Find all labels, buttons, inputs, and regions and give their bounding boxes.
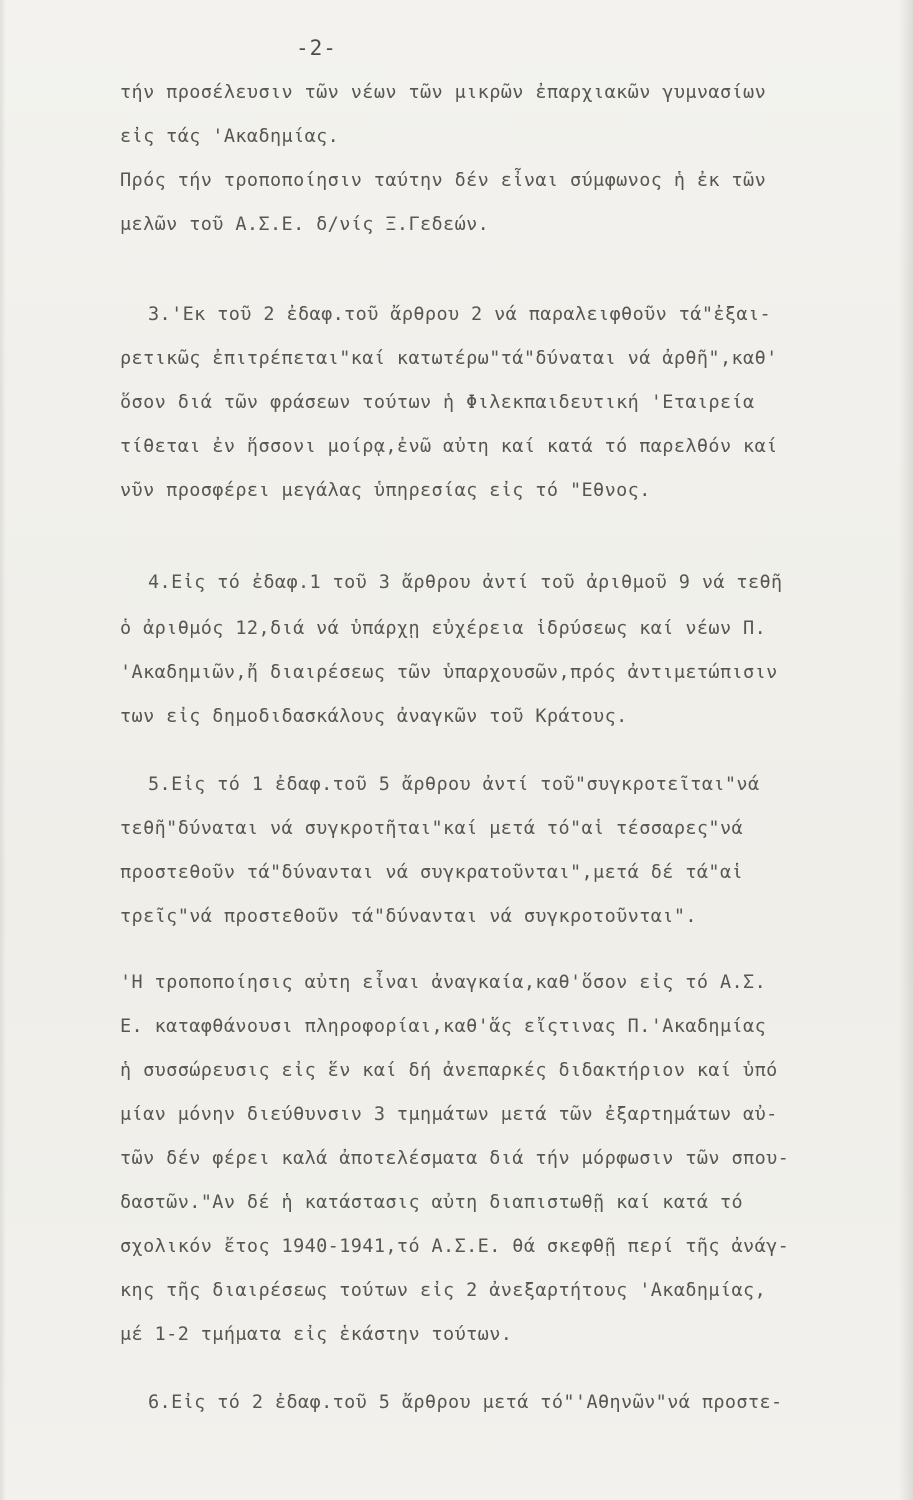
text-line-14: 5.Εἰς τό 1 ἐδαφ.τοῦ 5 ἄρθρου ἀντί τοῦ"συγκροτεῖται"νά: [148, 774, 760, 795]
text-line-10: 4.Εἰς τό ἐδαφ.1 τοῦ 3 ἄρθρου ἀντί τοῦ ἀριθμοῦ 9 νά τεθῆ: [148, 572, 783, 593]
text-line-4: μελῶν τοῦ Α.Σ.Ε. δ/νίς Ξ.Γεδεών.: [120, 214, 490, 235]
text-line-25: κης τῆς διαιρέσεως τούτων εἰς 2 ἀνεξαρτήτους 'Ακαδημίας,: [120, 1280, 767, 1301]
text-line-15: τεθῆ"δύναται νά συγκροτῆται"καί μετά τό"αἱ τέσσαρες"νά: [120, 818, 744, 839]
text-line-23: δαστῶν."Αν δέ ἡ κατάστασις αὐτη διαπιστωθῇ καί κατά τό: [120, 1192, 744, 1213]
text-line-17: τρεῖς"νά προστεθοῦν τά"δύνανται νά συγκροτοῦνται".: [120, 906, 697, 927]
text-line-20: ἡ συσσώρευσις εἰς ἕν καί δή ἀνεπαρκές διδακτήριον καί ὑπό: [120, 1060, 778, 1081]
page-number: -2-: [296, 36, 337, 60]
text-line-24: σχολικόν ἔτος 1940-1941,τό Α.Σ.Ε. θά σκεφθῇ περί τῆς ἀνάγ-: [120, 1236, 790, 1257]
text-line-21: μίαν μόνην διεύθυνσιν 3 τμημάτων μετά τῶν ἐξαρτημάτων αὐ-: [120, 1104, 778, 1125]
text-line-19: Ε. καταφθάνουσι πληροφορίαι,καθ'ἅς εἴςτινας Π.'Ακαδημίας: [120, 1016, 767, 1037]
text-line-7: ὅσον διά τῶν φράσεων τούτων ἡ Φιλεκπαιδευτική 'Εταιρεία: [120, 392, 755, 413]
text-line-3: Πρός τήν τροποποίησιν ταύτην δέν εἶναι σύμφωνος ἡ ἐκ τῶν: [120, 170, 767, 191]
text-line-16: προστεθοῦν τά"δύνανται νά συγκρατοῦνται",μετά δέ τά"αἱ: [120, 862, 744, 883]
paper-edge-left: [0, 0, 6, 1500]
text-line-8: τίθεται ἐν ἥσσονι μοίρᾳ,ἐνῶ αὐτη καί κατά τό παρελθόν καί: [120, 436, 778, 457]
text-line-27: 6.Εἰς τό 2 ἐδαφ.τοῦ 5 ἄρθρου μετά τό"'Αθηνῶν"νά προστε-: [148, 1392, 783, 1413]
paper-edge-right: [899, 0, 913, 1500]
text-line-1: τήν προσέλευσιν τῶν νέων τῶν μικρῶν ἐπαρχιακῶν γυμνασίων: [120, 82, 767, 103]
text-line-9: νῦν προσφέρει μεγάλας ὑπηρεσίας εἰς τό "Εθνος.: [120, 480, 651, 501]
text-line-18: 'Η τροποποίησις αὐτη εἶναι ἀναγκαία,καθ'ὅσον εἰς τό Α.Σ.: [120, 972, 767, 993]
text-line-22: τῶν δέν φέρει καλά ἀποτελέσματα διά τήν μόρφωσιν τῶν σπου-: [120, 1148, 790, 1169]
text-line-2: εἰς τάς 'Ακαδημίας.: [120, 126, 340, 147]
text-line-11: ὁ ἀριθμός 12,διά νά ὑπάρχῃ εὐχέρεια ἱδρύσεως καί νέων Π.: [120, 618, 767, 639]
text-line-6: ρετικῶς ἐπιτρέπεται"καί κατωτέρω"τά"δύναται νά ἀρθῆ",καθ': [120, 348, 778, 369]
text-line-12: 'Ακαδημιῶν,ἤ διαιρέσεως τῶν ὑπαρχουσῶν,πρός ἀντιμετώπισιν: [120, 662, 778, 683]
text-line-5: 3.'Εκ τοῦ 2 ἐδαφ.τοῦ ἄρθρου 2 νά παραλειφθοῦν τά"ἐξαι-: [148, 304, 772, 325]
text-line-26: μέ 1-2 τμήματα εἰς ἑκάστην τούτων.: [120, 1324, 513, 1345]
text-line-13: των εἰς δημοδιδασκάλους ἀναγκῶν τοῦ Κράτους.: [120, 706, 628, 727]
